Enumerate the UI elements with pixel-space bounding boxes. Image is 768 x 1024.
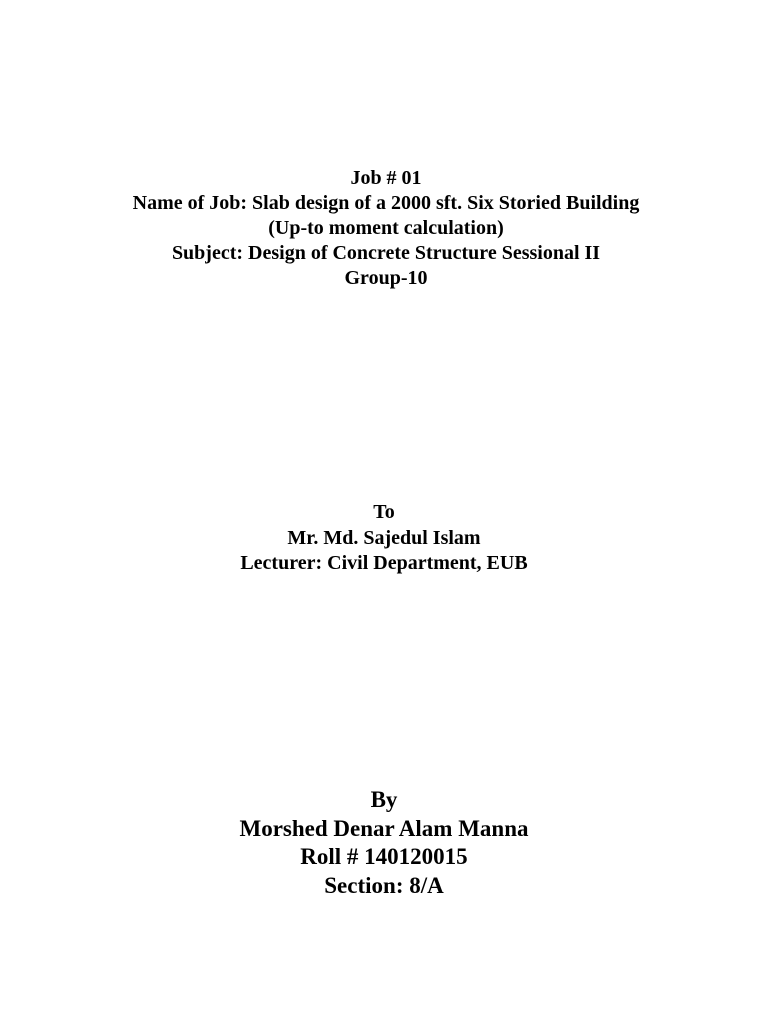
recipient-block xyxy=(0,500,768,577)
author-roll: Roll # 140120015 xyxy=(300,844,468,869)
recipient-designation: Lecturer: Civil Department, EUB xyxy=(240,552,528,574)
author-block xyxy=(0,786,768,900)
to-label: To xyxy=(373,501,395,523)
author-section: Section: 8/A xyxy=(324,872,444,898)
by-label: By xyxy=(370,787,398,812)
job-name: Name of Job: Slab design of a 2000 sft. Six Storied Building xyxy=(132,192,640,214)
job-scope: (Up-to moment calculation) xyxy=(268,217,504,239)
author-name: Morshed Denar Alam Manna xyxy=(239,815,529,841)
job-info-block xyxy=(0,166,768,291)
subject: Subject: Design of Concrete Structure Sessional II xyxy=(171,242,601,264)
group-number: Group-10 xyxy=(344,267,428,289)
recipient-name: Mr. Md. Sajedul Islam xyxy=(287,526,481,549)
job-number: Job # 01 xyxy=(350,167,422,189)
